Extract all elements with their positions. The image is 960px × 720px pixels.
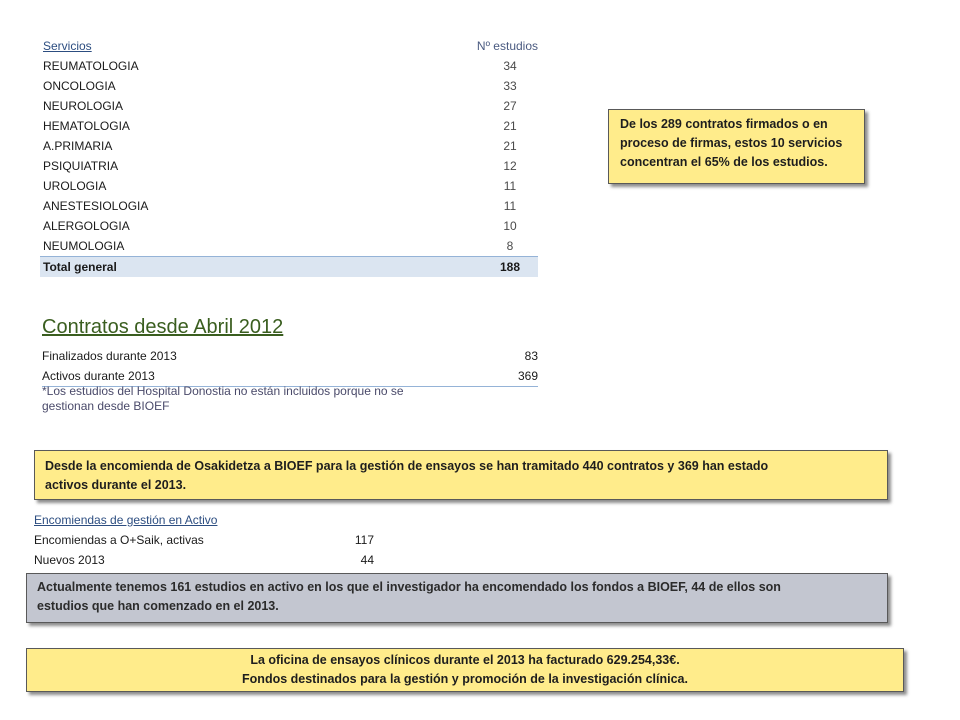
estudios-count: 11 — [503, 179, 517, 193]
callout-line: Actualmente tenemos 161 estudios en activo en los que el investigador ha encomendado los fondos a BIOEF, 44 de ellos son — [37, 580, 781, 594]
callout-line: Fondos destinados para la gestión y promoción de la investigación clínica. — [242, 672, 688, 686]
encomiendas-row — [34, 530, 374, 550]
estudios-count: 12 — [503, 159, 517, 173]
callout-line: proceso de firmas, estos 10 servicios — [620, 136, 843, 150]
encomiendas-row-label: Nuevos 2013 — [34, 553, 105, 567]
servicio-name: REUMATOLOGIA — [43, 59, 139, 73]
table-row — [40, 176, 538, 196]
estudios-count: 21 — [503, 119, 517, 133]
estudios-header-label: Nº estudios — [476, 39, 538, 53]
encomiendas-callout — [26, 573, 888, 623]
total-row — [40, 256, 538, 277]
servicio-name: ALERGOLOGIA — [43, 219, 130, 233]
encomiendas-row — [34, 550, 374, 570]
footnote-line: *Los estudios del Hospital Donostia no están incluidos porque no se — [42, 384, 404, 398]
callout-line: La oficina de ensayos clínicos durante el 2013 ha facturado 629.254,33€. — [250, 653, 680, 667]
contratos-callout — [34, 450, 888, 500]
estudios-count: 11 — [503, 199, 517, 213]
contratos-row-value: 369 — [517, 369, 538, 383]
estudios-count: 21 — [503, 139, 517, 153]
servicio-name: UROLOGIA — [43, 179, 107, 193]
estudios-count: 10 — [503, 219, 517, 233]
table-row — [40, 116, 538, 136]
contratos-row — [42, 346, 538, 366]
encomiendas-row-label: Encomiendas a O+Saik, activas — [34, 533, 204, 547]
table-row — [40, 136, 538, 156]
estudios-count: 34 — [503, 59, 517, 73]
servicio-name: ONCOLOGIA — [43, 79, 116, 93]
servicio-name: PSIQUIATRIA — [43, 159, 119, 173]
encomiendas-row-value: 117 — [354, 533, 374, 547]
servicio-name: HEMATOLOGIA — [43, 119, 130, 133]
total-label: Total general — [43, 260, 117, 274]
total-value: 188 — [499, 260, 521, 274]
table-row — [40, 236, 538, 256]
table-row — [40, 56, 538, 76]
footnote-line: gestionan desde BIOEF — [42, 399, 170, 413]
callout-line: concentran el 65% de los estudios. — [620, 155, 828, 169]
estudios-count: 27 — [503, 99, 517, 113]
facturacion-callout — [26, 648, 904, 692]
estudios-count: 33 — [503, 79, 517, 93]
contratos-row-label: Activos durante 2013 — [42, 369, 155, 383]
servicio-name: ANESTESIOLOGIA — [43, 199, 149, 213]
table-row — [40, 196, 538, 216]
servicios-table — [40, 36, 538, 277]
contratos-row-label: Finalizados durante 2013 — [42, 349, 177, 363]
contratos-title: Contratos desde Abril 2012 — [42, 316, 284, 338]
table-row — [40, 216, 538, 236]
servicios-callout — [608, 109, 865, 184]
servicio-name: A.PRIMARIA — [43, 139, 113, 153]
contratos-row-value: 83 — [524, 349, 538, 363]
servicio-name: NEUMOLOGIA — [43, 239, 125, 253]
callout-line: estudios que han comenzado en el 2013. — [37, 599, 279, 613]
servicios-header-label: Servicios — [43, 39, 92, 53]
encomiendas-title: Encomiendas de gestión en Activo — [34, 513, 218, 527]
callout-line: De los 289 contratos firmados o en — [620, 117, 828, 131]
table-row — [40, 76, 538, 96]
table-row — [40, 96, 538, 116]
estudios-count: 8 — [506, 239, 514, 253]
callout-line: Desde la encomienda de Osakidetza a BIOEF para la gestión de ensayos se han tramitado 440 contratos y 369 han estado — [45, 459, 769, 473]
callout-line: activos durante el 2013. — [45, 478, 187, 492]
contratos-footnote — [42, 384, 462, 414]
encomiendas-row-value: 44 — [360, 553, 374, 567]
table-row — [40, 156, 538, 176]
servicios-table-header — [40, 36, 538, 56]
servicio-name: NEUROLOGIA — [43, 99, 124, 113]
